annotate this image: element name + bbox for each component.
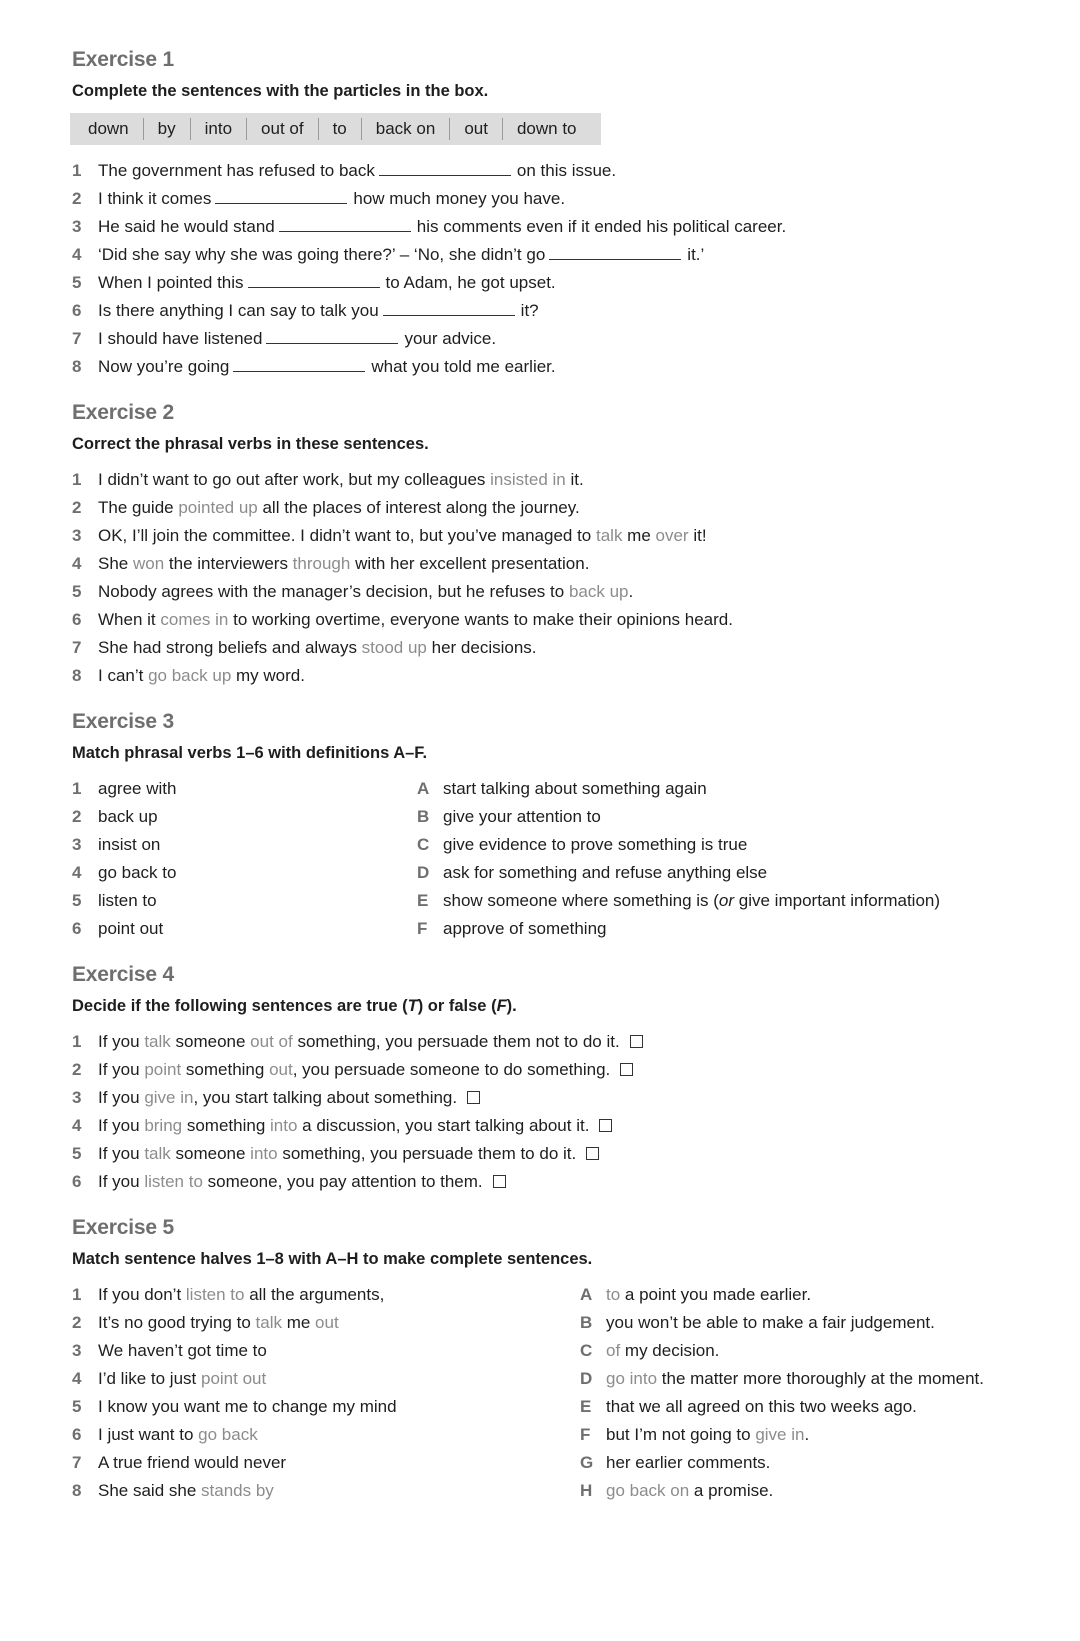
definition-item <box>417 859 940 887</box>
phrasal-verb-highlight: point out <box>201 1369 267 1388</box>
item-label: E <box>417 891 429 910</box>
item-number: 5 <box>72 582 82 601</box>
answer-blank[interactable] <box>215 189 347 204</box>
answer-checkbox[interactable] <box>586 1147 599 1160</box>
answer-blank[interactable] <box>549 245 681 260</box>
item-label: H <box>580 1481 593 1500</box>
item-label: 2 <box>72 1313 82 1332</box>
true-false-item <box>72 1140 1072 1168</box>
phrasal-verb-highlight: give in <box>755 1425 805 1444</box>
sentence-start-item <box>72 1421 580 1449</box>
phrasal-verb-highlight: out of <box>250 1032 293 1051</box>
sentence-end-item <box>580 1309 984 1337</box>
phrasal-verb-item <box>72 915 417 943</box>
sentence-text: it. <box>565 470 584 489</box>
item-label: E <box>580 1397 592 1416</box>
correction-item <box>72 466 1072 494</box>
answer-checkbox[interactable] <box>620 1063 633 1076</box>
definition-item <box>417 803 940 831</box>
particle-option: back on <box>362 118 451 140</box>
exercise-4 <box>72 963 1072 1196</box>
item-label: F <box>417 919 428 938</box>
item-label: 7 <box>72 1453 82 1472</box>
sentence-text: ‘Did she say why she was going there?’ – ‘No, she didn’t go <box>98 245 546 264</box>
item-label: 6 <box>72 1425 82 1444</box>
sentence-text: He said he would stand <box>98 217 275 236</box>
item-number: 8 <box>72 357 82 376</box>
particles-box <box>70 113 601 145</box>
phrasal-verb-highlight: go into <box>606 1369 658 1388</box>
particle-option: to <box>319 118 362 140</box>
true-false-item <box>72 1056 1072 1084</box>
definition-text: give your attention to <box>443 807 601 826</box>
particle-option: out <box>450 118 503 140</box>
sentence-text: I didn’t want to go out after work, but my colleagues <box>98 470 491 489</box>
phrasal-verb-highlight: into <box>250 1144 278 1163</box>
gap-fill-item <box>72 353 1072 381</box>
sentence-text: something <box>182 1116 271 1135</box>
sentence-start-item <box>72 1281 580 1309</box>
phrasal-verb-highlight: bring <box>144 1116 183 1135</box>
answer-checkbox[interactable] <box>630 1035 643 1048</box>
phrasal-verb-highlight: back up <box>568 582 629 601</box>
sentence-start-item <box>72 1449 580 1477</box>
sentence-text: I think it comes <box>98 189 212 208</box>
phrasal-verb-highlight: listen to <box>144 1172 203 1191</box>
sentence-text: her earlier comments. <box>606 1453 771 1472</box>
sentence-text: If you <box>98 1116 145 1135</box>
definition-item <box>417 775 940 803</box>
item-label: B <box>417 807 430 826</box>
sentence-text: We haven’t got time to <box>98 1341 267 1360</box>
definition-text: insist on <box>98 835 161 854</box>
sentence-text: something, you persuade them not to do it. <box>292 1032 620 1051</box>
phrasal-verb-highlight: go back up <box>148 666 232 685</box>
sentence-end-item <box>580 1337 984 1365</box>
sentence-text: with her excellent presentation. <box>350 554 590 573</box>
correction-item <box>72 494 1072 522</box>
exercise-instruction: Correct the phrasal verbs in these sentences. <box>72 435 429 453</box>
correction-item <box>72 522 1072 550</box>
phrasal-verb-list <box>72 775 417 943</box>
definition-text: or <box>718 891 735 910</box>
sentence-text: to Adam, he got upset. <box>385 273 556 292</box>
item-label: 3 <box>72 1341 82 1360</box>
correction-item <box>72 550 1072 578</box>
definition-text: listen to <box>98 891 157 910</box>
correction-item <box>72 606 1072 634</box>
particle-option: into <box>191 118 247 140</box>
exercise-title: Exercise 2 <box>72 401 174 424</box>
item-label: 8 <box>72 1481 82 1500</box>
sentence-text: , you start talking about something. <box>193 1088 458 1107</box>
gap-fill-list <box>72 157 1072 381</box>
phrasal-verb-highlight: out <box>315 1313 339 1332</box>
phrasal-verb-highlight: stood up <box>361 638 427 657</box>
particle-option: down to <box>516 119 577 138</box>
phrasal-verb-item <box>72 887 417 915</box>
item-label: B <box>580 1313 593 1332</box>
sentence-start-item <box>72 1393 580 1421</box>
worksheet-page <box>72 48 1072 1505</box>
item-number: 3 <box>72 526 82 545</box>
exercise-instruction: Match phrasal verbs 1–6 with definitions A–F. <box>72 744 428 762</box>
sentence-start-item <box>72 1337 580 1365</box>
phrasal-verb-highlight: comes in <box>160 610 229 629</box>
phrasal-verb-item <box>72 775 417 803</box>
sentence-end-item <box>580 1477 984 1505</box>
definition-text: ask for something and refuse anything else <box>443 863 768 882</box>
answer-blank[interactable] <box>266 329 398 344</box>
sentence-text: If you <box>98 1032 145 1051</box>
phrasal-verb-highlight: out <box>269 1060 293 1079</box>
phrasal-verb-highlight: talk <box>144 1032 171 1051</box>
sentence-text: If you <box>98 1172 145 1191</box>
definition-text: back up <box>98 807 158 826</box>
sentence-text: the matter more thoroughly at the moment. <box>657 1369 984 1388</box>
sentence-text: When I pointed this <box>98 273 244 292</box>
sentence-end-item <box>580 1393 984 1421</box>
sentence-text: If you <box>98 1060 145 1079</box>
phrasal-verb-item <box>72 859 417 887</box>
definition-text: agree with <box>98 779 177 798</box>
sentence-text: OK, I’ll join the committee. I didn’t want to, but you’ve managed to <box>98 526 596 545</box>
correction-item <box>72 578 1072 606</box>
true-false-item <box>72 1028 1072 1056</box>
item-number: 3 <box>72 1088 82 1107</box>
sentence-text: what you told me earlier. <box>371 357 556 376</box>
sentence-text: A true friend would never <box>98 1453 287 1472</box>
item-label: 4 <box>72 1369 82 1388</box>
phrasal-verb-highlight: point <box>144 1060 182 1079</box>
sentence-text: , you persuade someone to do something. <box>292 1060 611 1079</box>
exercise-title: Exercise 3 <box>72 710 174 733</box>
sentence-text: a promise. <box>689 1481 774 1500</box>
phrasal-verb-highlight: go back <box>198 1425 258 1444</box>
phrasal-verb-highlight: give in <box>144 1088 194 1107</box>
sentence-text: someone <box>170 1032 251 1051</box>
sentence-text: If you don’t <box>98 1285 186 1304</box>
sentence-text: something <box>181 1060 270 1079</box>
sentence-text: her decisions. <box>426 638 537 657</box>
sentence-end-item <box>580 1281 984 1309</box>
item-label: 2 <box>72 807 82 826</box>
gap-fill-item <box>72 297 1072 325</box>
exercise-title: Exercise 4 <box>72 963 174 986</box>
definition-item <box>417 831 940 859</box>
phrasal-verb-highlight: pointed up <box>178 498 258 517</box>
sentence-text: . <box>628 582 634 601</box>
exercise-instruction: Decide if the following sentences are true (T) or false (F). <box>72 997 517 1015</box>
exercise-instruction: Match sentence halves 1–8 with A–H to make complete sentences. <box>72 1250 593 1268</box>
definition-text: give evidence to prove something is true <box>443 835 748 854</box>
sentence-text: on this issue. <box>516 161 617 180</box>
answer-checkbox[interactable] <box>493 1175 506 1188</box>
answer-key-letter: T <box>407 997 418 1015</box>
sentence-end-item <box>580 1449 984 1477</box>
item-number: 2 <box>72 498 82 517</box>
sentence-text: Nobody agrees with the manager’s decision, but he refuses to <box>98 582 569 601</box>
sentence-text: something, you persuade them to do it. <box>277 1144 577 1163</box>
sentence-text: all the arguments, <box>244 1285 385 1304</box>
item-number: 6 <box>72 301 82 320</box>
sentence-text: Now you’re going <box>98 357 230 376</box>
item-number: 7 <box>72 329 82 348</box>
item-number: 5 <box>72 1144 82 1163</box>
sentence-text: someone, you pay attention to them. <box>202 1172 483 1191</box>
item-label: 1 <box>72 779 82 798</box>
gap-fill-item <box>72 157 1072 185</box>
item-label: A <box>580 1285 593 1304</box>
correction-item <box>72 662 1072 690</box>
item-number: 6 <box>72 1172 82 1191</box>
sentence-text: someone <box>170 1144 251 1163</box>
sentence-text: Is there anything I can say to talk you <box>98 301 379 320</box>
sentence-text: to working overtime, everyone wants to make their opinions heard. <box>228 610 733 629</box>
definition-text: go back to <box>98 863 177 882</box>
sentence-text: I’d like to just <box>98 1369 201 1388</box>
answer-blank[interactable] <box>279 217 411 232</box>
phrasal-verb-highlight: won <box>132 554 165 573</box>
sentence-text: If you <box>98 1144 145 1163</box>
sentence-text: his comments even if it ended his political career. <box>416 217 787 236</box>
item-number: 4 <box>72 554 82 573</box>
definition-text: show someone where something is ( <box>443 891 719 910</box>
sentence-text: that we all agreed on this two weeks ago. <box>606 1397 917 1416</box>
item-number: 4 <box>72 1116 82 1135</box>
phrasal-verb-highlight: talk <box>255 1313 282 1332</box>
particle-option: down <box>80 118 144 140</box>
definition-list <box>417 775 940 943</box>
item-number: 4 <box>72 245 82 264</box>
sentence-text: a point you made earlier. <box>620 1285 812 1304</box>
sentence-start-item <box>72 1309 580 1337</box>
item-label: C <box>417 835 430 854</box>
item-number: 5 <box>72 273 82 292</box>
answer-checkbox[interactable] <box>467 1091 480 1104</box>
sentence-text: my word. <box>231 666 305 685</box>
definition-text: start talking about something again <box>443 779 707 798</box>
exercise-2 <box>72 401 1072 690</box>
phrasal-verb-highlight: stands by <box>201 1481 274 1500</box>
item-label: F <box>580 1425 591 1444</box>
phrasal-verb-highlight: to <box>606 1285 621 1304</box>
item-number: 8 <box>72 666 82 685</box>
sentence-text: When it <box>98 610 161 629</box>
sentence-text: I should have listened <box>98 329 263 348</box>
phrasal-verb-highlight: into <box>270 1116 298 1135</box>
item-label: D <box>417 863 430 882</box>
item-label: A <box>417 779 430 798</box>
sentence-text: It’s no good trying to <box>98 1313 256 1332</box>
sentence-text: it? <box>520 301 539 320</box>
sentence-text: If you <box>98 1088 145 1107</box>
phrasal-verb-highlight: listen to <box>185 1285 245 1304</box>
true-false-item <box>72 1112 1072 1140</box>
sentence-text: . <box>804 1425 810 1444</box>
sentence-start-item <box>72 1477 580 1505</box>
sentence-text: the interviewers <box>164 554 293 573</box>
sentence-end-list <box>580 1281 984 1505</box>
gap-fill-item <box>72 269 1072 297</box>
true-false-item <box>72 1084 1072 1112</box>
sentence-text: all the places of interest along the journey. <box>257 498 580 517</box>
answer-blank[interactable] <box>379 161 511 176</box>
definition-text: give important information) <box>734 891 941 910</box>
gap-fill-item <box>72 185 1072 213</box>
true-false-list <box>72 1028 1072 1196</box>
correction-item <box>72 634 1072 662</box>
phrasal-verb-highlight: insisted in <box>490 470 566 489</box>
particle-option: out of <box>247 118 319 140</box>
sentence-text: how much money you have. <box>353 189 566 208</box>
definition-text: point out <box>98 919 164 938</box>
definition-item <box>417 915 940 943</box>
answer-blank[interactable] <box>383 301 515 316</box>
definition-text: approve of something <box>443 919 607 938</box>
sentence-text: me <box>622 526 656 545</box>
definition-item <box>417 887 940 915</box>
item-number: 1 <box>72 161 82 180</box>
gap-fill-item <box>72 213 1072 241</box>
exercise-5 <box>72 1216 1072 1505</box>
item-label: 3 <box>72 835 82 854</box>
answer-checkbox[interactable] <box>599 1119 612 1132</box>
item-label: C <box>580 1341 593 1360</box>
phrasal-verb-highlight: of <box>606 1341 621 1360</box>
true-false-item <box>72 1168 1072 1196</box>
phrasal-verb-item <box>72 803 417 831</box>
exercise-instruction: Complete the sentences with the particles in the box. <box>72 82 489 100</box>
sentence-text: my decision. <box>620 1341 720 1360</box>
item-number: 1 <box>72 470 82 489</box>
phrasal-verb-highlight: through <box>292 554 351 573</box>
correction-list <box>72 466 1072 690</box>
sentence-text: it.’ <box>687 245 705 264</box>
answer-key-letter: F <box>496 997 507 1015</box>
item-label: 5 <box>72 1397 82 1416</box>
sentence-text: your advice. <box>404 329 497 348</box>
answer-blank[interactable] <box>248 273 380 288</box>
phrasal-verb-highlight: go back on <box>606 1481 690 1500</box>
sentence-text: it! <box>688 526 707 545</box>
sentence-text: a discussion, you start talking about it. <box>297 1116 590 1135</box>
sentence-end-item <box>580 1365 984 1393</box>
phrasal-verb-highlight: talk <box>595 526 623 545</box>
item-number: 6 <box>72 610 82 629</box>
sentence-text: She had strong beliefs and always <box>98 638 362 657</box>
sentence-text: The government has refused to back <box>98 161 375 180</box>
answer-blank[interactable] <box>233 357 365 372</box>
sentence-text: The guide <box>98 498 179 517</box>
sentence-end-item <box>580 1421 984 1449</box>
sentence-text: I know you want me to change my mind <box>98 1397 397 1416</box>
item-label: 4 <box>72 863 82 882</box>
item-label: 5 <box>72 891 82 910</box>
sentence-text: but I’m not going to <box>606 1425 756 1444</box>
gap-fill-item <box>72 241 1072 269</box>
item-number: 1 <box>72 1032 82 1051</box>
sentence-text: you won’t be able to make a fair judgement. <box>606 1313 935 1332</box>
item-number: 3 <box>72 217 82 236</box>
sentence-text: I just want to <box>98 1425 199 1444</box>
sentence-text: me <box>281 1313 316 1332</box>
item-number: 7 <box>72 638 82 657</box>
phrasal-verb-highlight: talk <box>144 1144 171 1163</box>
item-number: 2 <box>72 1060 82 1079</box>
exercise-1 <box>72 48 1072 381</box>
particle-option: by <box>144 118 191 140</box>
sentence-start-item <box>72 1365 580 1393</box>
sentence-text: She <box>98 554 133 573</box>
sentence-start-list <box>72 1281 580 1505</box>
item-number: 2 <box>72 189 82 208</box>
phrasal-verb-highlight: over <box>655 526 689 545</box>
item-label: 6 <box>72 919 82 938</box>
exercise-3 <box>72 710 1072 943</box>
gap-fill-item <box>72 325 1072 353</box>
exercise-title: Exercise 1 <box>72 48 174 71</box>
exercise-title: Exercise 5 <box>72 1216 174 1239</box>
item-label: 1 <box>72 1285 82 1304</box>
item-label: D <box>580 1369 593 1388</box>
sentence-text: I can’t <box>98 666 149 685</box>
phrasal-verb-item <box>72 831 417 859</box>
sentence-text: She said she <box>98 1481 202 1500</box>
item-label: G <box>580 1453 594 1472</box>
